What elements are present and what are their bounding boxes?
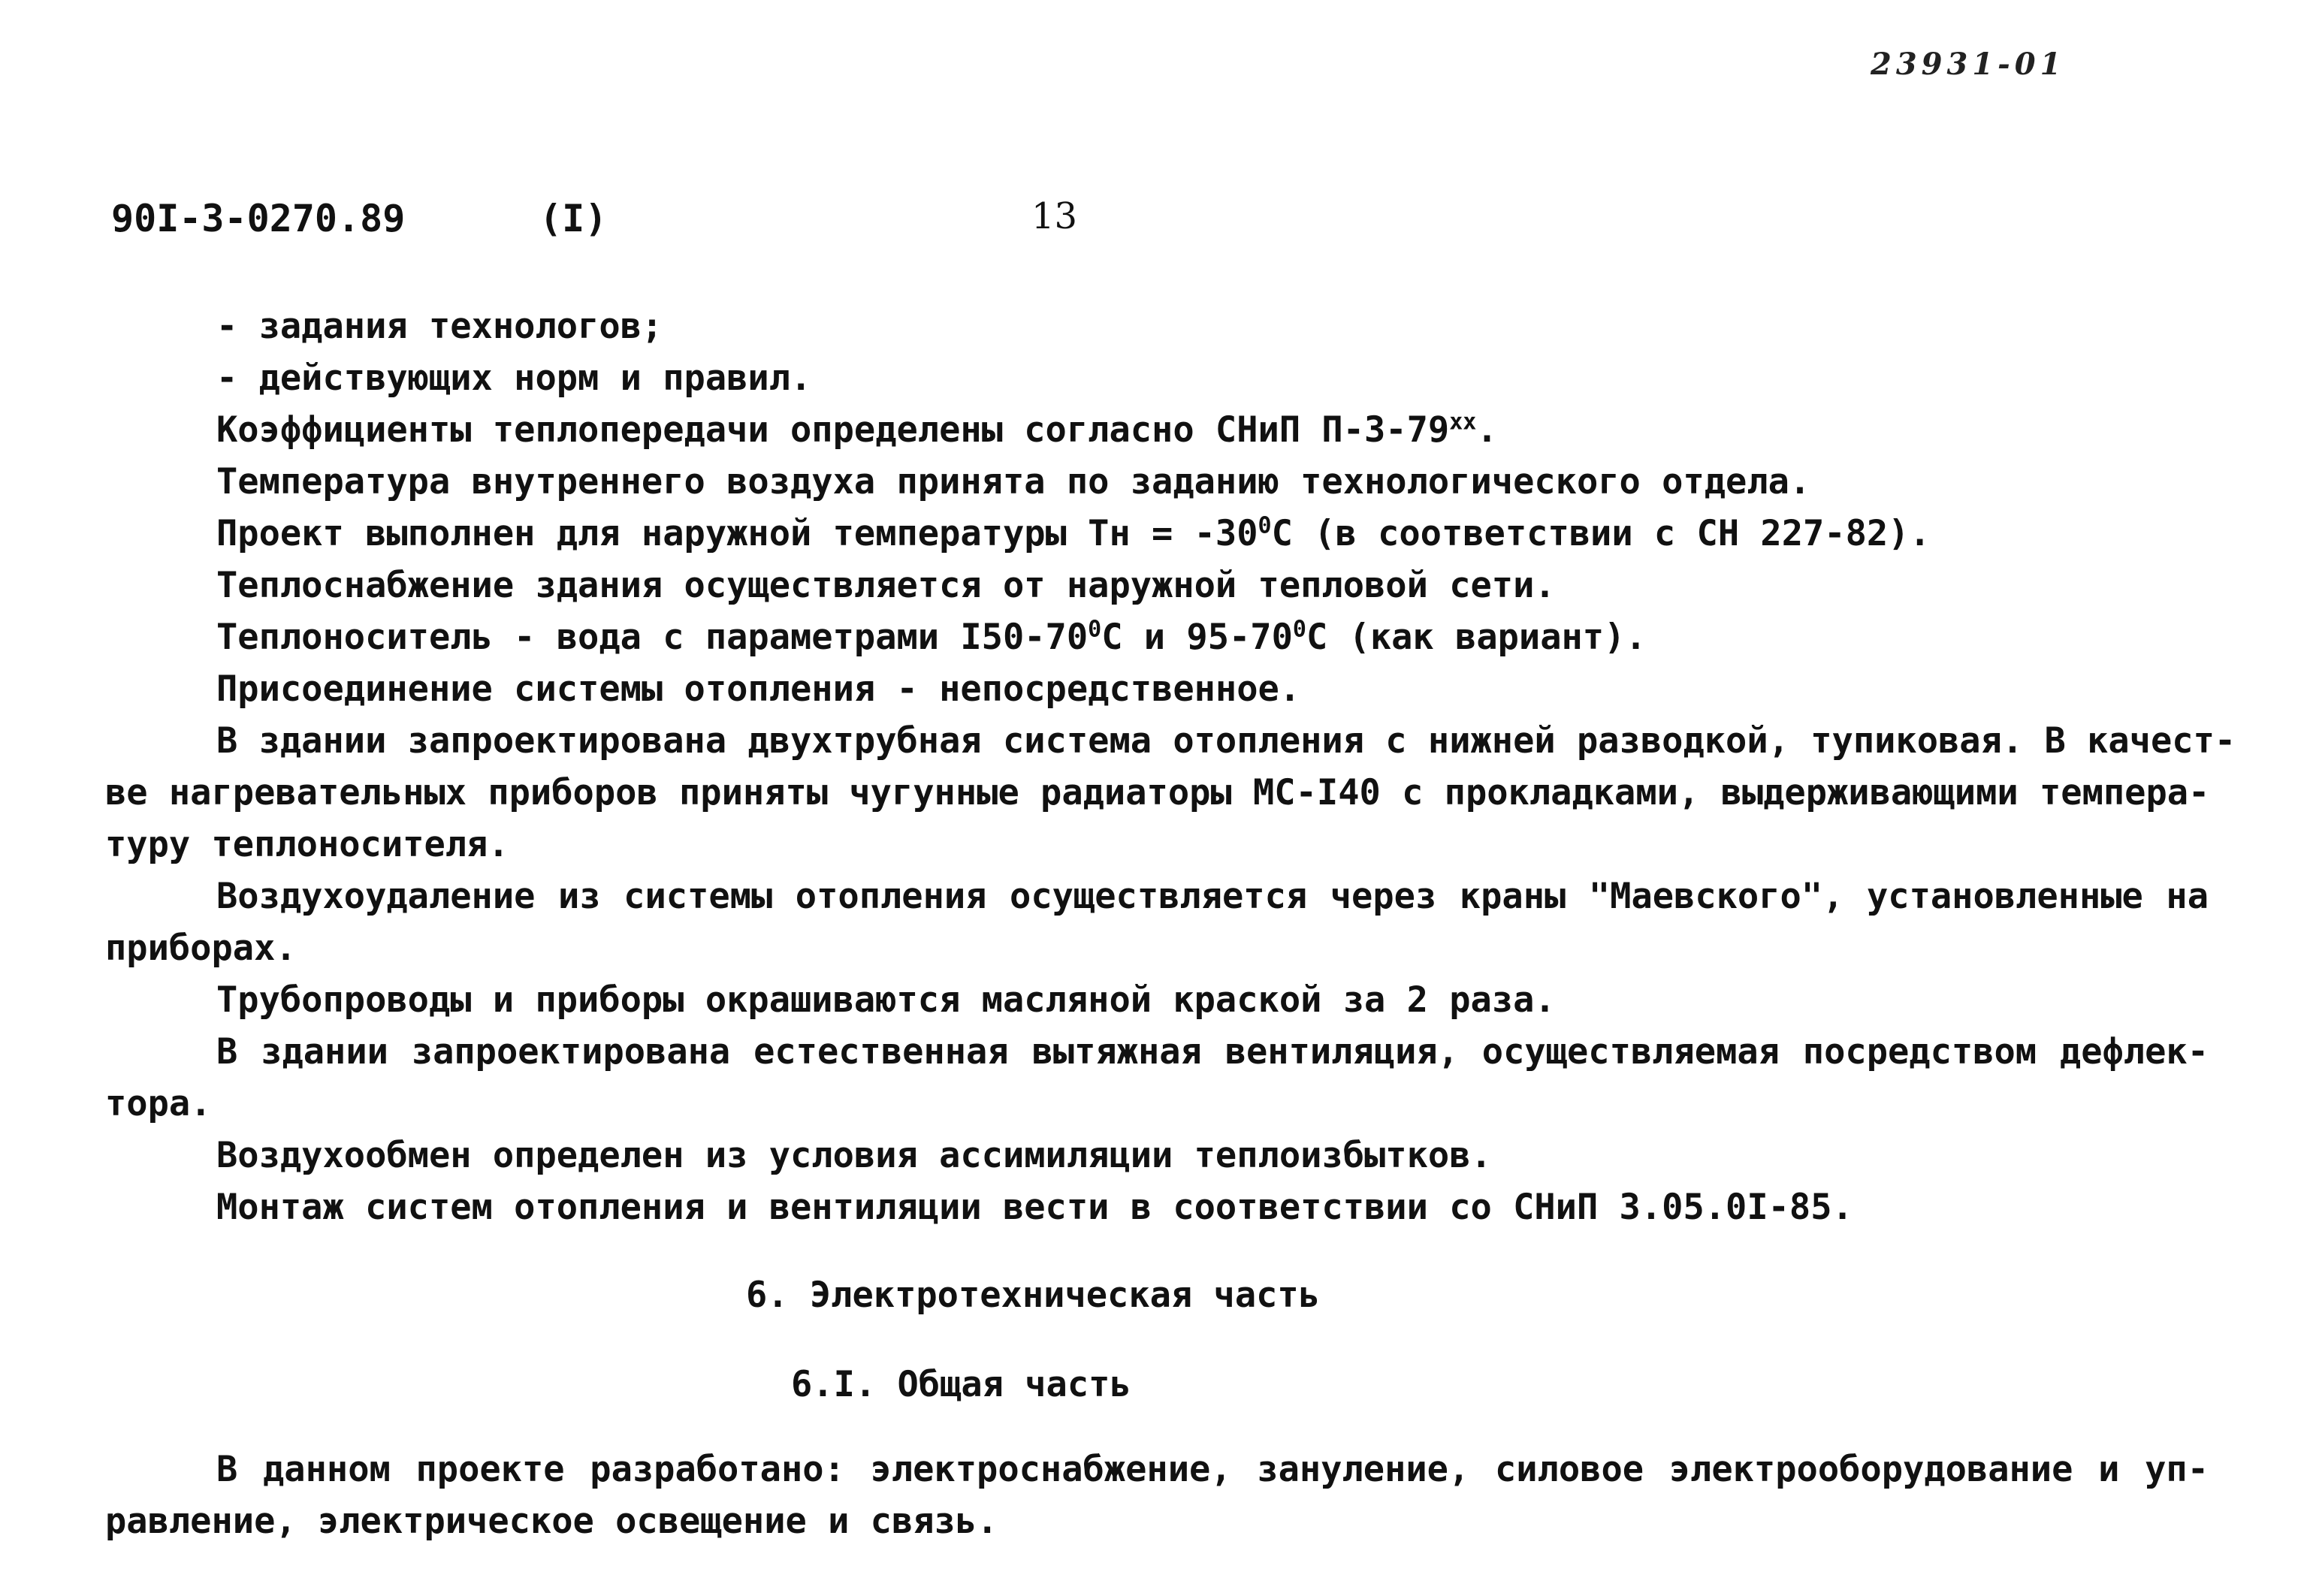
text-line: равление, электрическое освещение и связь. <box>105 1501 998 1542</box>
text-line: Присоединение системы отопления - непосредственное. <box>216 668 1301 710</box>
text-segment: С и 95-70 <box>1101 617 1293 658</box>
text-line <box>105 404 2209 456</box>
text-line: Воздухоудаление из системы отопления осуществляется через краны "Маевского", установленные на <box>216 876 2209 917</box>
document-code: 90I-3-0270.89 <box>111 197 406 240</box>
text-line: Теплоснабжение здания осуществляется от наружной тепловой сети. <box>216 565 1556 606</box>
text-segment: . <box>1476 409 1498 451</box>
document-part: (I) <box>539 197 608 240</box>
section-heading: 6. Электротехническая часть <box>746 1275 1321 1316</box>
text-line: Трубопроводы и приборы окрашиваются масляной краской за 2 раза. <box>216 979 1556 1021</box>
text-line: - действующих норм и правил. <box>216 358 812 399</box>
text-line: ве нагревательных приборов приняты чугунные радиаторы МС-I40 с прокладками, выдерживающими темпера- <box>105 772 2210 813</box>
text-segment: С (в соответствии с СН 227-82). <box>1271 513 1931 554</box>
text-segment: С (как вариант). <box>1306 617 1647 658</box>
text-line: Воздухообмен определен из условия ассимиляции теплоизбытков. <box>216 1135 1492 1176</box>
page-number: 13 <box>1031 195 1078 237</box>
superscript: xx <box>1449 409 1477 436</box>
text-line: туру теплоносителя. <box>105 824 509 865</box>
subsection-heading: 6.I. Общая часть <box>791 1364 1131 1405</box>
text-line: В данном проекте разработано: электроснабжение, зануление, силовое электрооборудование и уп- <box>216 1449 2209 1490</box>
archive-number: 23931-01 <box>1871 47 2066 82</box>
text-segment: Проект выполнен для наружной температуры Тн = -30 <box>216 513 1258 554</box>
text-line: - задания технологов; <box>216 306 663 347</box>
text-line: приборах. <box>105 928 297 969</box>
text-segment: Теплоноситель - вода с параметрами I50-70 <box>216 617 1089 658</box>
superscript: 0 <box>1292 616 1306 643</box>
superscript: 0 <box>1088 616 1102 643</box>
text-line: тора. <box>105 1083 212 1124</box>
text-line: В здании запроектирована естественная вытяжная вентиляция, осуществляемая посредством дефлек- <box>216 1031 2209 1073</box>
text-line <box>105 508 2209 560</box>
text-line <box>105 611 2209 663</box>
document-body <box>105 300 2236 1547</box>
document-header <box>111 197 1163 242</box>
text-line: В здании запроектирована двухтрубная система отопления с нижней разводкой, тупиковая. В качест- <box>216 720 2236 762</box>
spacer <box>105 1410 2209 1444</box>
text-line: Монтаж систем отопления и вентиляции вести в соответствии со СНиП 3.05.0I-85. <box>216 1187 1853 1228</box>
superscript: 0 <box>1258 512 1272 539</box>
text-segment: Коэффициенты теплопередачи определены согласно СНиП П-3-79 <box>216 409 1450 451</box>
text-line: Температура внутреннего воздуха принята по заданию технологического отдела. <box>216 461 1811 502</box>
